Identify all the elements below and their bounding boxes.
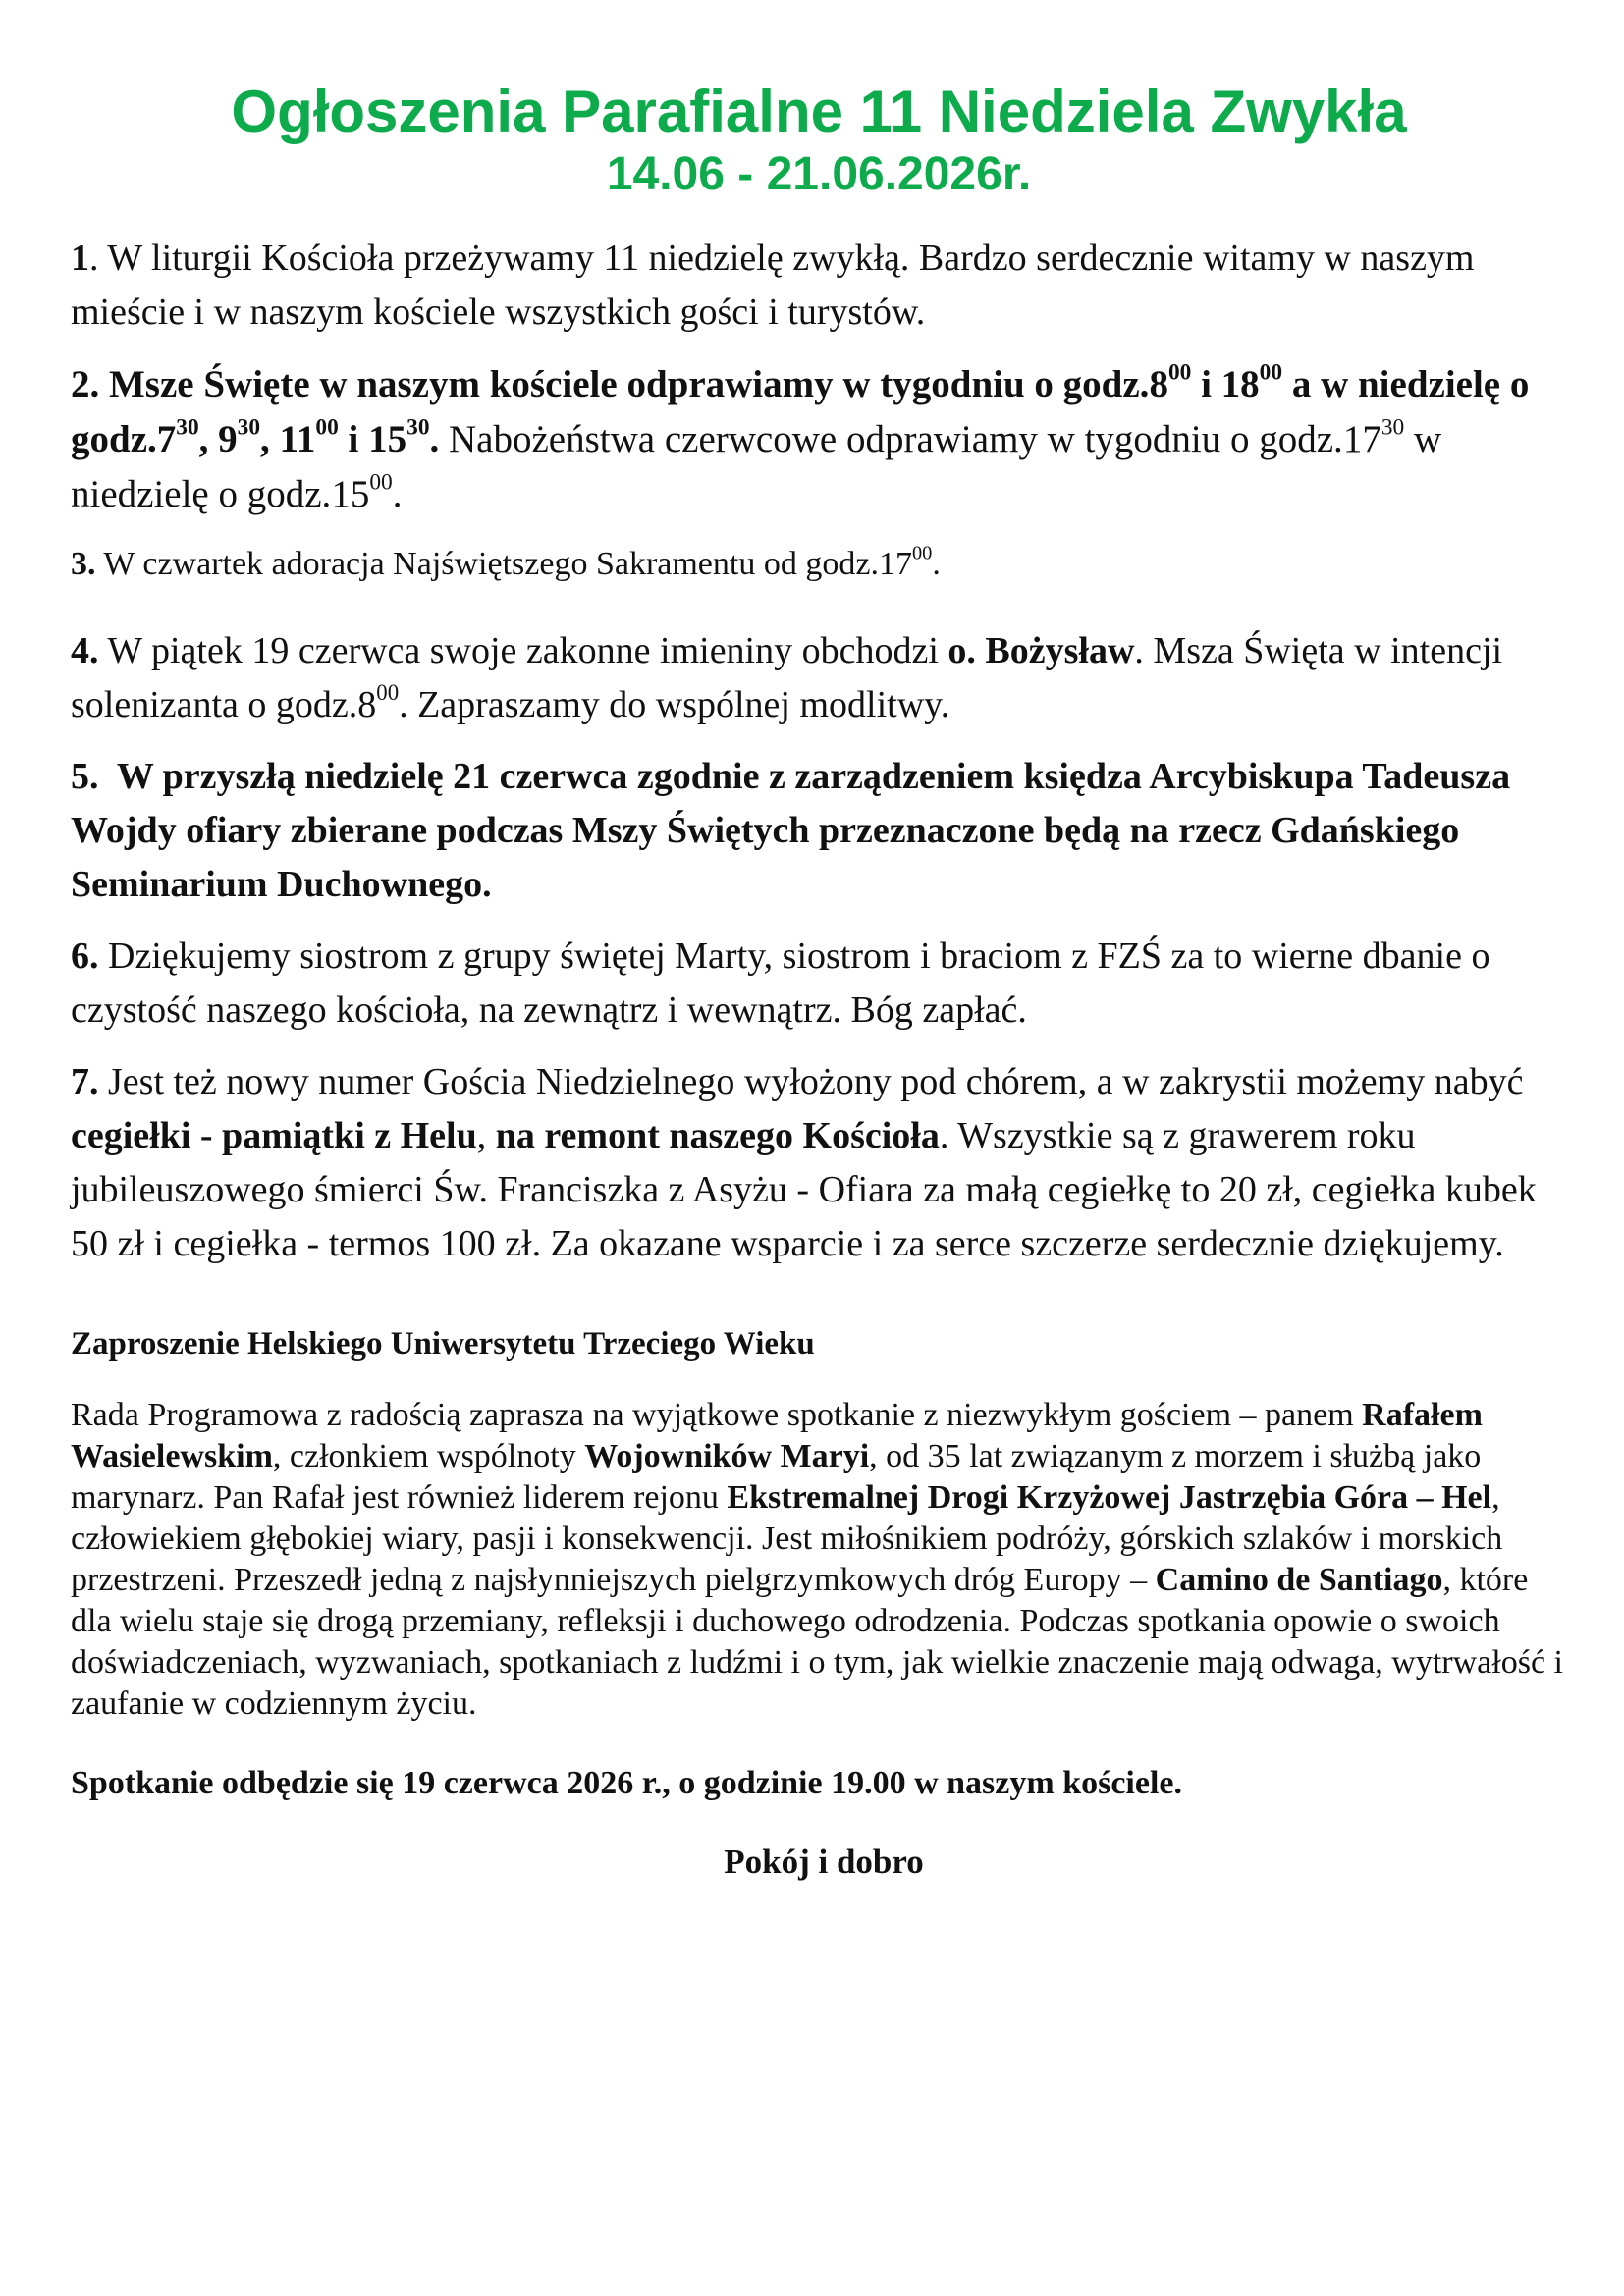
time-hour: 15	[368, 418, 407, 460]
announcement-5-bold	[71, 756, 1510, 905]
announcement-1	[71, 232, 1567, 340]
time-hour: 18	[1220, 363, 1260, 405]
mass-sunday-lead: a w niedzielę o godz.	[71, 363, 1530, 460]
time-connector: i	[1191, 363, 1221, 405]
closing-greeting: Pokój i dobro	[724, 1842, 924, 1881]
announcement-text: ,	[476, 1115, 496, 1156]
announcement-number: 2.	[71, 363, 100, 405]
number-separator: .	[89, 238, 108, 279]
time-hour: 17	[878, 546, 912, 582]
invitation-text: , człowiekiem głębokiej wiary, pasji i konsekwencji. Jest miłośnikiem podróży, górskich szlaków i morskich przestrzeni. Przeszedł jedną z najsłynniejszych pielgrzymkowych dróg Europy –	[71, 1479, 1503, 1598]
announcement-7	[71, 1055, 1567, 1271]
time-hour: 9	[218, 418, 238, 460]
announcement-number: 5.	[71, 756, 99, 797]
announcement-text: Jest też nowy numer Gościa Niedzielnego wyłożony pod chórem, a w zakrystii możemy nabyć	[98, 1061, 1524, 1102]
time-hour: 8	[357, 684, 377, 725]
time-minutes: 00	[1167, 359, 1192, 386]
way-of-cross-name: Ekstremalnej Drogi Krzyżowej Jastrzębia Góra – Hel	[727, 1479, 1492, 1516]
time-hour: 8	[1149, 363, 1168, 405]
church-renovation: na remont naszego Kościoła	[495, 1115, 940, 1156]
time-minutes: 00	[376, 679, 400, 705]
time-minutes: 30	[237, 414, 261, 441]
time-hour: 17	[1342, 418, 1381, 460]
invitation-body	[71, 1395, 1567, 1725]
announcement-text: . Msza Święta w intencji solenizanta o godz.	[71, 630, 1503, 725]
announcement-number: 7.	[71, 1061, 99, 1102]
announcement-2: 2. Msze Święte w naszym kościele odprawiamy w tygodniu o $godz.8^{00}$ i $18^{00}$ a w niedzielę o $godz.7^{30}$, $9^{30}$, $11^{00}$ i $15^{30}$. Nabożeństwa czerwcowe odprawiamy w tygodniu o $godz.17^{30}$ w niedzielę o $godz.15^{00}$.	[71, 359, 1530, 515]
bulletin-title: Ogłoszenia Parafialne 11 Niedziela Zwykła	[231, 79, 1407, 144]
invitation-text: Rada Programowa z radością zaprasza na wyjątkowe spotkanie z niezwykłym gościem – panem	[71, 1397, 1363, 1433]
announcement-4	[71, 624, 1567, 732]
announcement-text: . Zapraszamy do wspólnej modlitwy.	[399, 684, 950, 725]
announcement-number: 3.	[71, 546, 96, 582]
announcement-5	[71, 750, 1567, 912]
announcement-text: W liturgii Kościoła przeżywamy 11 niedzielę zwykłą. Bardzo serdecznie witamy w naszym mieście i w naszym kościele wszystkich gości i turystów.	[71, 238, 1475, 333]
announcement-3: 3. W czwartek adoracja Najświętszego Sakramentu od $godz.17^{00}$.	[71, 542, 941, 582]
time-minutes: 30	[176, 414, 199, 441]
invitation-text: , od 35 lat związanym z morzem i służbą jako marynarz. Pan Rafał jest również liderem rejonu	[71, 1438, 1482, 1516]
announcement-text: . Wszystkie są z grawerem roku jubileuszowego śmierci Św. Franciszka z Asyżu - Ofiara za małą cegiełkę to 20 zł, cegiełka kubek 50 zł i cegiełka - termos 100 zł. Za okazane wsparcie i za serce szczerze serdecznie dziękujemy.	[71, 1115, 1537, 1264]
souvenir-bricks: cegiełki - pamiątki z Helu	[71, 1115, 477, 1156]
june-devotions-sunday: w niedzielę o godz.	[71, 418, 1442, 515]
june-devotions-lead: Nabożeństwa czerwcowe odprawiamy w tygodniu o godz.	[439, 418, 1343, 460]
celebrant-name: o. Bożysław	[947, 630, 1135, 671]
announcement-text: Dziękujemy siostrom z grupy świętej Marty, siostrom i braciom z FZŚ za to wierne dbanie o czystość naszego kościoła, na zewnątrz i wewnątrz. Bóg zapłać.	[71, 935, 1490, 1031]
announcement-number: 4.	[71, 630, 99, 671]
time-hour: 7	[156, 418, 177, 460]
meeting-details: Spotkanie odbędzie się 19 czerwca 2026 r., o godzinie 19.00 w naszym kościele.	[71, 1765, 1182, 1801]
time-minutes: 30	[1380, 414, 1405, 441]
announcement-text: W czwartek adoracja Najświętszego Sakramentu od godz.	[95, 546, 879, 582]
announcement-6	[71, 930, 1567, 1038]
invitation-text: , które dla wielu staje się drogą przemiany, refleksji i duchowego odrodzenia. Podczas spotkania opowie o swoich doświadczeniach, wyzwaniach, spotkaniach z ludźmi i o tym, jak wielkie znaczenie mają odwaga, wytrwałość i zaufanie w codziennym życiu.	[71, 1562, 1563, 1722]
invitation-heading: Zaproszenie Helskiego Uniwersytetu Trzeciego Wieku	[71, 1326, 815, 1362]
bulletin-dates: 14.06 - 21.06.2026r.	[606, 148, 1032, 200]
guest-name: Rafałem Wasielewskim	[71, 1397, 1483, 1474]
time-hour: 11	[279, 418, 316, 460]
announcement-2-bold: 2. Msze Święte w naszym kościele odprawiamy w tygodniu o $godz.8^{00}$ i $18^{00}$ a w niedzielę o $godz.7^{30}$, $9^{30}$, $11^{00}$ i $15^{30}$.	[71, 359, 1530, 460]
time-minutes: 00	[369, 469, 393, 496]
time-minutes: 00	[911, 542, 933, 564]
community-name: Wojowników Maryi	[584, 1438, 870, 1474]
time-minutes: 00	[1259, 359, 1283, 386]
camino-name: Camino de Santiago	[1155, 1562, 1443, 1598]
announcement-number: 6.	[71, 935, 99, 977]
announcement-number: 1	[71, 238, 89, 279]
time-hour: 15	[331, 473, 370, 515]
announcement-text: W piątek 19 czerwca swoje zakonne imieniny obchodzi	[98, 630, 948, 671]
invitation-text: , członkiem wspólnoty	[272, 1438, 585, 1474]
announcement-text: W przyszłą niedzielę 21 czerwca zgodnie z zarządzeniem księdza Arcybiskupa Tadeusza Wojdy ofiary zbierane podczas Mszy Świętych przeznaczone będą na rzecz Gdańskiego Seminarium Duchownego.	[71, 756, 1511, 905]
time-connector: i	[338, 418, 369, 460]
time-minutes: 30	[406, 414, 430, 441]
mass-weekday-lead: Msze Święte w naszym kościele odprawiamy w tygodniu o godz.	[109, 363, 1150, 405]
time-minutes: 00	[315, 414, 339, 441]
